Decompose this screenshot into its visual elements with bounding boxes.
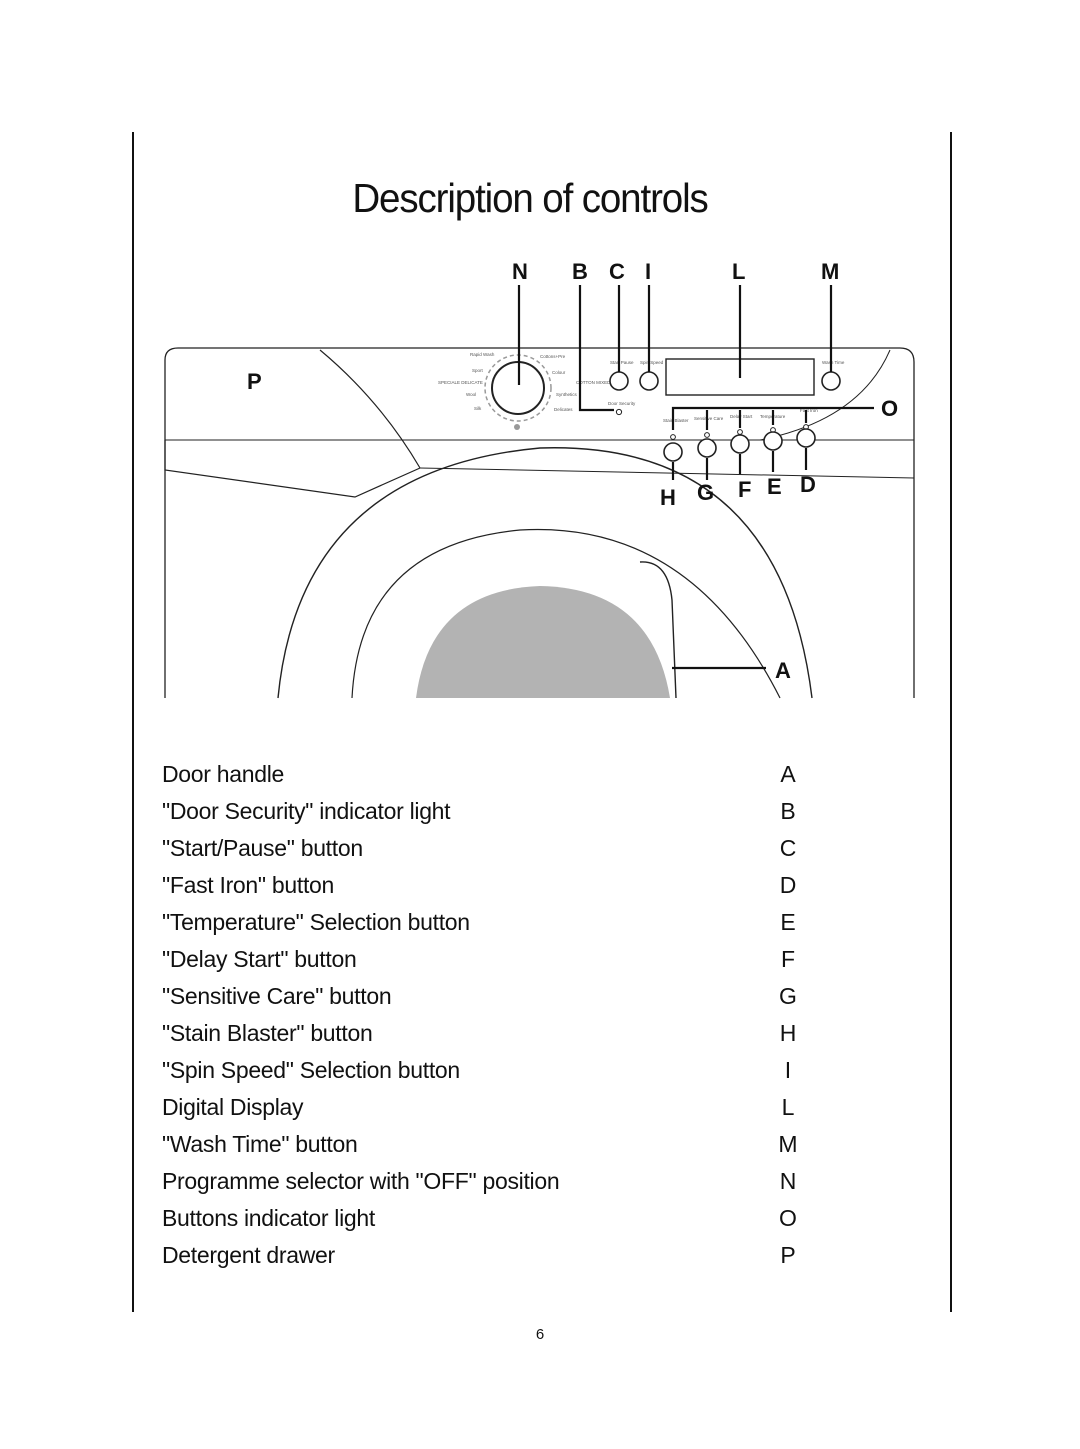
legend-description: "Fast Iron" button <box>162 872 335 898</box>
label-speciale-delicate: SPECIALE DELICATE <box>438 380 483 385</box>
callout-n: N <box>512 259 528 284</box>
label-delay-start: Delay Start <box>730 414 753 419</box>
legend-row <box>162 1126 822 1163</box>
label-cotton-mixed: COTTON MIXED <box>576 380 611 385</box>
label-door-security: Door Security <box>608 401 636 406</box>
callout-o: O <box>881 396 899 421</box>
legend-letter: A <box>780 761 796 787</box>
legend-letter: O <box>779 1205 797 1231</box>
legend-row <box>162 1015 822 1052</box>
washing-machine-diagram <box>0 0 1080 720</box>
legend-description: "Stain Blaster" button <box>162 1020 373 1046</box>
dial-off-mark <box>514 424 520 430</box>
body-crease <box>420 468 914 478</box>
temperature-button <box>764 432 782 450</box>
callout-e: E <box>767 474 782 499</box>
label-stain-blaster: Stain Blaster <box>663 418 689 423</box>
label-rapid-wash: Rapid Wash <box>470 352 495 357</box>
legend-row <box>162 978 822 1015</box>
legend-description: "Door Security" indicator light <box>162 798 451 824</box>
callout-h: H <box>660 485 676 510</box>
legend-row <box>162 793 822 830</box>
label-wool: Wool <box>466 392 477 397</box>
legend-row <box>162 1200 822 1237</box>
legend-description: Buttons indicator light <box>162 1205 376 1231</box>
legend-row <box>162 830 822 867</box>
legend-description: Detergent drawer <box>162 1242 335 1268</box>
legend-row <box>162 867 822 904</box>
legend-row <box>162 1089 822 1126</box>
page-title: Description of controls <box>352 175 708 222</box>
legend-description: "Start/Pause" button <box>162 835 363 861</box>
label-spin-speed: Spin Speed <box>640 360 664 365</box>
legend-letter: G <box>779 983 797 1009</box>
callout-p: P <box>247 369 262 394</box>
legend-letter: E <box>780 909 796 935</box>
callout-d: D <box>800 472 816 497</box>
label-start-pause: Start Pause <box>610 360 634 365</box>
label-cottons-pre: Cottons+Pre <box>540 354 566 359</box>
legend-letter: L <box>781 1094 795 1120</box>
start-pause-button <box>610 372 628 390</box>
delay-start-button <box>731 435 749 453</box>
legend-row <box>162 1052 822 1089</box>
label-synthetics: Synthetics <box>556 392 577 397</box>
fast-iron-button <box>797 429 815 447</box>
legend-description: "Delay Start" button <box>162 946 357 972</box>
legend-row <box>162 1237 822 1274</box>
callout-g: G <box>697 480 715 505</box>
label-colour: Colour <box>552 370 566 375</box>
legend-letter: N <box>779 1168 797 1194</box>
label-sensitive-care: Sensitive Care <box>694 416 724 421</box>
spin-speed-button <box>640 372 658 390</box>
label-fast-iron: Fast Iron <box>800 408 818 413</box>
page-number: 6 <box>535 1326 545 1343</box>
callout-a: A <box>775 658 791 683</box>
legend-letter: C <box>779 835 797 861</box>
wash-time-button <box>822 372 840 390</box>
legend-letter: M <box>778 1131 798 1157</box>
label-silk: Silk <box>474 406 482 411</box>
legend-description: Programme selector with "OFF" position <box>162 1168 560 1194</box>
label-sport: Sport <box>472 368 483 373</box>
legend-description: "Sensitive Care" button <box>162 983 392 1009</box>
door-glass <box>416 586 670 698</box>
label-delicates: Delicates <box>554 407 573 412</box>
sensitive-care-button <box>698 439 716 457</box>
legend-description: "Wash Time" button <box>162 1131 358 1157</box>
legend-description: "Temperature" Selection button <box>162 909 470 935</box>
legend-letter: P <box>780 1242 796 1268</box>
legend-letter: I <box>784 1057 792 1083</box>
legend-description: "Spin Speed" Selection button <box>162 1057 460 1083</box>
callout-l: L <box>732 259 746 284</box>
legend-row <box>162 941 822 978</box>
callout-f: F <box>738 477 752 502</box>
legend-description: Digital Display <box>162 1094 304 1120</box>
stain-blaster-button <box>664 443 682 461</box>
label-temperature: Temperature <box>760 414 786 419</box>
legend-description: Door handle <box>162 761 285 787</box>
legend-letter: D <box>779 872 797 898</box>
legend-letter: H <box>779 1020 797 1046</box>
callout-m: M <box>821 259 840 284</box>
callout-c: C <box>609 259 625 284</box>
delay-start-light <box>738 430 743 435</box>
legend-letter: B <box>780 798 796 824</box>
callout-i: I <box>645 259 652 284</box>
legend-letter: F <box>780 946 796 972</box>
detergent-drawer <box>165 350 420 497</box>
label-wash-time: Wash Time <box>822 360 845 365</box>
legend-row <box>162 1163 822 1200</box>
controls-legend <box>162 756 822 1274</box>
legend-row <box>162 756 822 793</box>
callout-b: B <box>572 259 588 284</box>
legend-row <box>162 904 822 941</box>
door-security-light <box>616 409 621 414</box>
stain-blaster-light <box>671 435 676 440</box>
sensitive-care-light <box>705 433 710 438</box>
